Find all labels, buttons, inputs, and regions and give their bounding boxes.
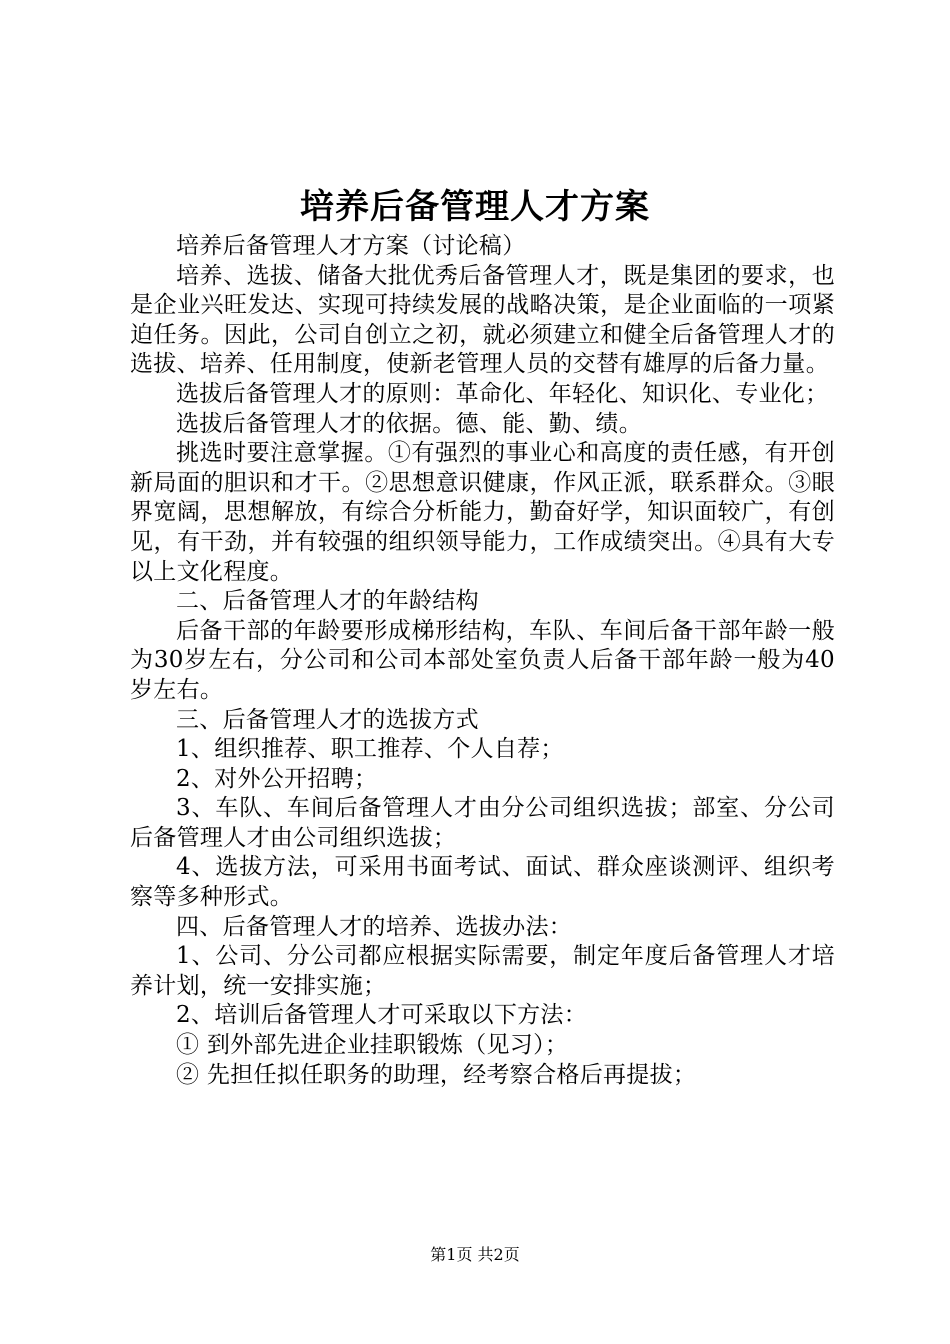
list-item: 3、车队、车间后备管理人才由分公司组织选拔；部室、分公司后备管理人才由公司组织选拔； [130,795,835,851]
list-item: 2、培训后备管理人才可采取以下方法： [176,1002,588,1029]
paragraph-basis: 选拔后备管理人才的依据。德、能、勤、绩。 [176,410,642,437]
paragraph-age-structure: 后备干部的年龄要形成梯形结构，车队、车间后备干部年龄一般为30岁左右，分公司和公司本部处室负责人后备干部年龄一般为40岁左右。 [130,617,835,703]
paragraph-principles: 选拔后备管理人才的原则：革命化、年轻化、知识化、专业化； [176,380,829,407]
document-title: 培养后备管理人才方案 [300,187,650,227]
list-item: 4、选拔方法，可采用书面考试、面试、群众座谈测评、组织考察等多种形式。 [130,854,835,911]
paragraph-intro: 培养、选拔、储备大批优秀后备管理人才，既是集团的要求，也是企业兴旺发达、实现可持续发展的战略决策，是企业面临的一项紧迫任务。因此，公司自创立之初，就必须建立和健全后备管理人才的选拔、培养、任用制度，使新老管理人员的交替有雄厚的后备力量。 [130,262,835,378]
section-heading-age: 二、后备管理人才的年龄结构 [176,588,479,615]
list-item: 2、对外公开招聘； [176,765,378,792]
document-body [130,232,835,1090]
section-heading-selection-method: 三、后备管理人才的选拔方式 [176,706,479,733]
list-item: 1、组织推荐、职工推荐、个人自荐； [176,736,564,763]
paragraph-subtitle: 培养后备管理人才方案（讨论稿） [176,233,526,259]
section-heading-training: 四、后备管理人才的培养、选拔办法： [176,913,573,940]
list-item: ① 到外部先进企业挂职锻炼（见习）； [176,1032,569,1059]
page-number: 第1页 共2页 [430,1245,520,1264]
paragraph-selection-notes: 挑选时要注意掌握。①有强烈的事业心和高度的责任感，有开创新局面的胆识和才干。②思想意识健康，作风正派，联系群众。③眼界宽阔，思想解放，有综合分析能力，勤奋好学，知识面较广，有创见，有干劲，并有较强的组织领导能力，工作成绩突出。④具有大专以上文化程度。 [130,440,835,585]
list-item: ② 先担任拟任职务的助理，经考察合格后再提拔； [176,1061,697,1088]
list-item: 1、公司、分公司都应根据实际需要，制定年度后备管理人才培养计划，统一安排实施； [130,943,835,999]
